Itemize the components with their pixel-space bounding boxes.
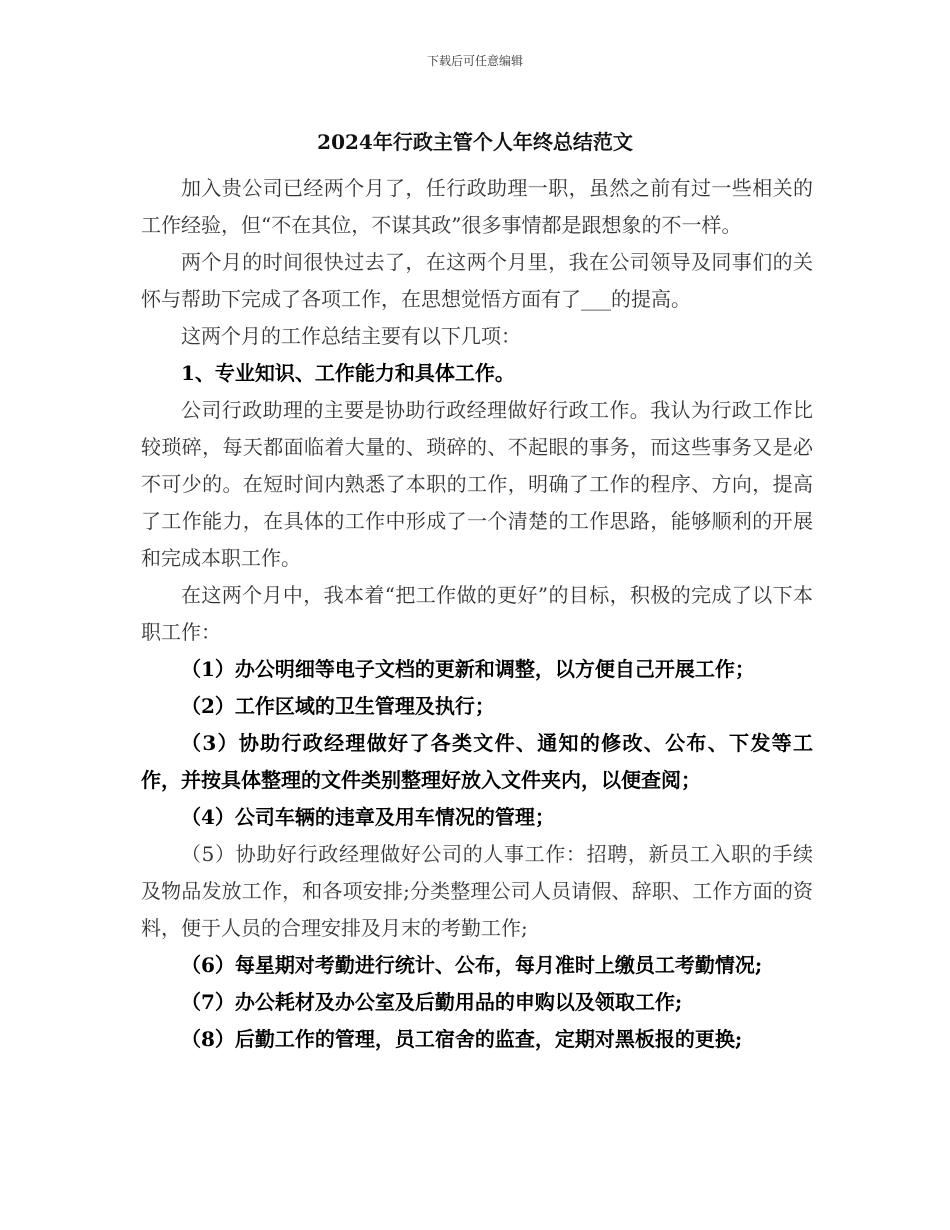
list-item-4: （4）公司车辆的违章及用车情况的管理； (181, 805, 555, 829)
list-item-7: （7）办公耗材及办公室及后勤用品的申购以及领取工作; (181, 990, 683, 1014)
section-heading-1: 1、专业知识、工作能力和具体工作。 (181, 361, 515, 385)
list-item-3: （3）协助行政经理做好了各类文件、通知的修改、公布、下发等工作，并按具体整理的文件类别整理好放入文件夹内，以便查阅； (141, 731, 813, 792)
list-item-1: （1）办公明细等电子文档的更新和调整，以方便自己开展工作； (181, 657, 755, 681)
list-item-2: （2）工作区域的卫生管理及执行； (181, 694, 495, 718)
page-header: 下载后可任意编辑 (426, 54, 523, 68)
paragraph-intro: 加入贵公司已经两个月了，任行政助理一职，虽然之前有过一些相关的工作经验，但“不在其位，不谋其政”很多事情都是跟想象的不一样。 (141, 176, 813, 237)
list-item-8: （8）后勤工作的管理，员工宿舍的监查，定期对黑板报的更换; (181, 1027, 743, 1051)
document-title: 2024年行政主管个人年终总结范文 (317, 130, 633, 154)
paragraph-two-months: 两个月的时间很快过去了，在这两个月里，我在公司领导及同事们的关怀与帮助下完成了各项工作，在思想觉悟方面有了___的提高。 (141, 250, 813, 311)
paragraph-summary-lead: 这两个月的工作总结主要有以下几项： (181, 324, 521, 348)
list-item-5: （5）协助好行政经理做好公司的人事工作：招聘，新员工入职的手续及物品发放工作，和各项安排;分类整理公司人员请假、辞职、工作方面的资料，便于人员的合理安排及月末的考勤工作; (141, 842, 813, 940)
paragraph-goals: 在这两个月中，我本着“把工作做的更好”的目标，积极的完成了以下本职工作： (141, 583, 813, 644)
document-body (141, 170, 813, 1058)
paragraph-role-description: 公司行政助理的主要是协助行政经理做好行政工作。我认为行政工作比较琐碎，每天都面临着大量的、琐碎的、不起眼的事务，而这些事务又是必不可少的。在短时间内熟悉了本职的工作，明确了工作的程序、方向，提高了工作能力，在具体的工作中形成了一个清楚的工作思路，能够顺利的开展和完成本职工作。 (141, 398, 813, 570)
list-item-6: （6）每星期对考勤进行统计、公布，每月准时上缴员工考勤情况; (181, 953, 763, 977)
